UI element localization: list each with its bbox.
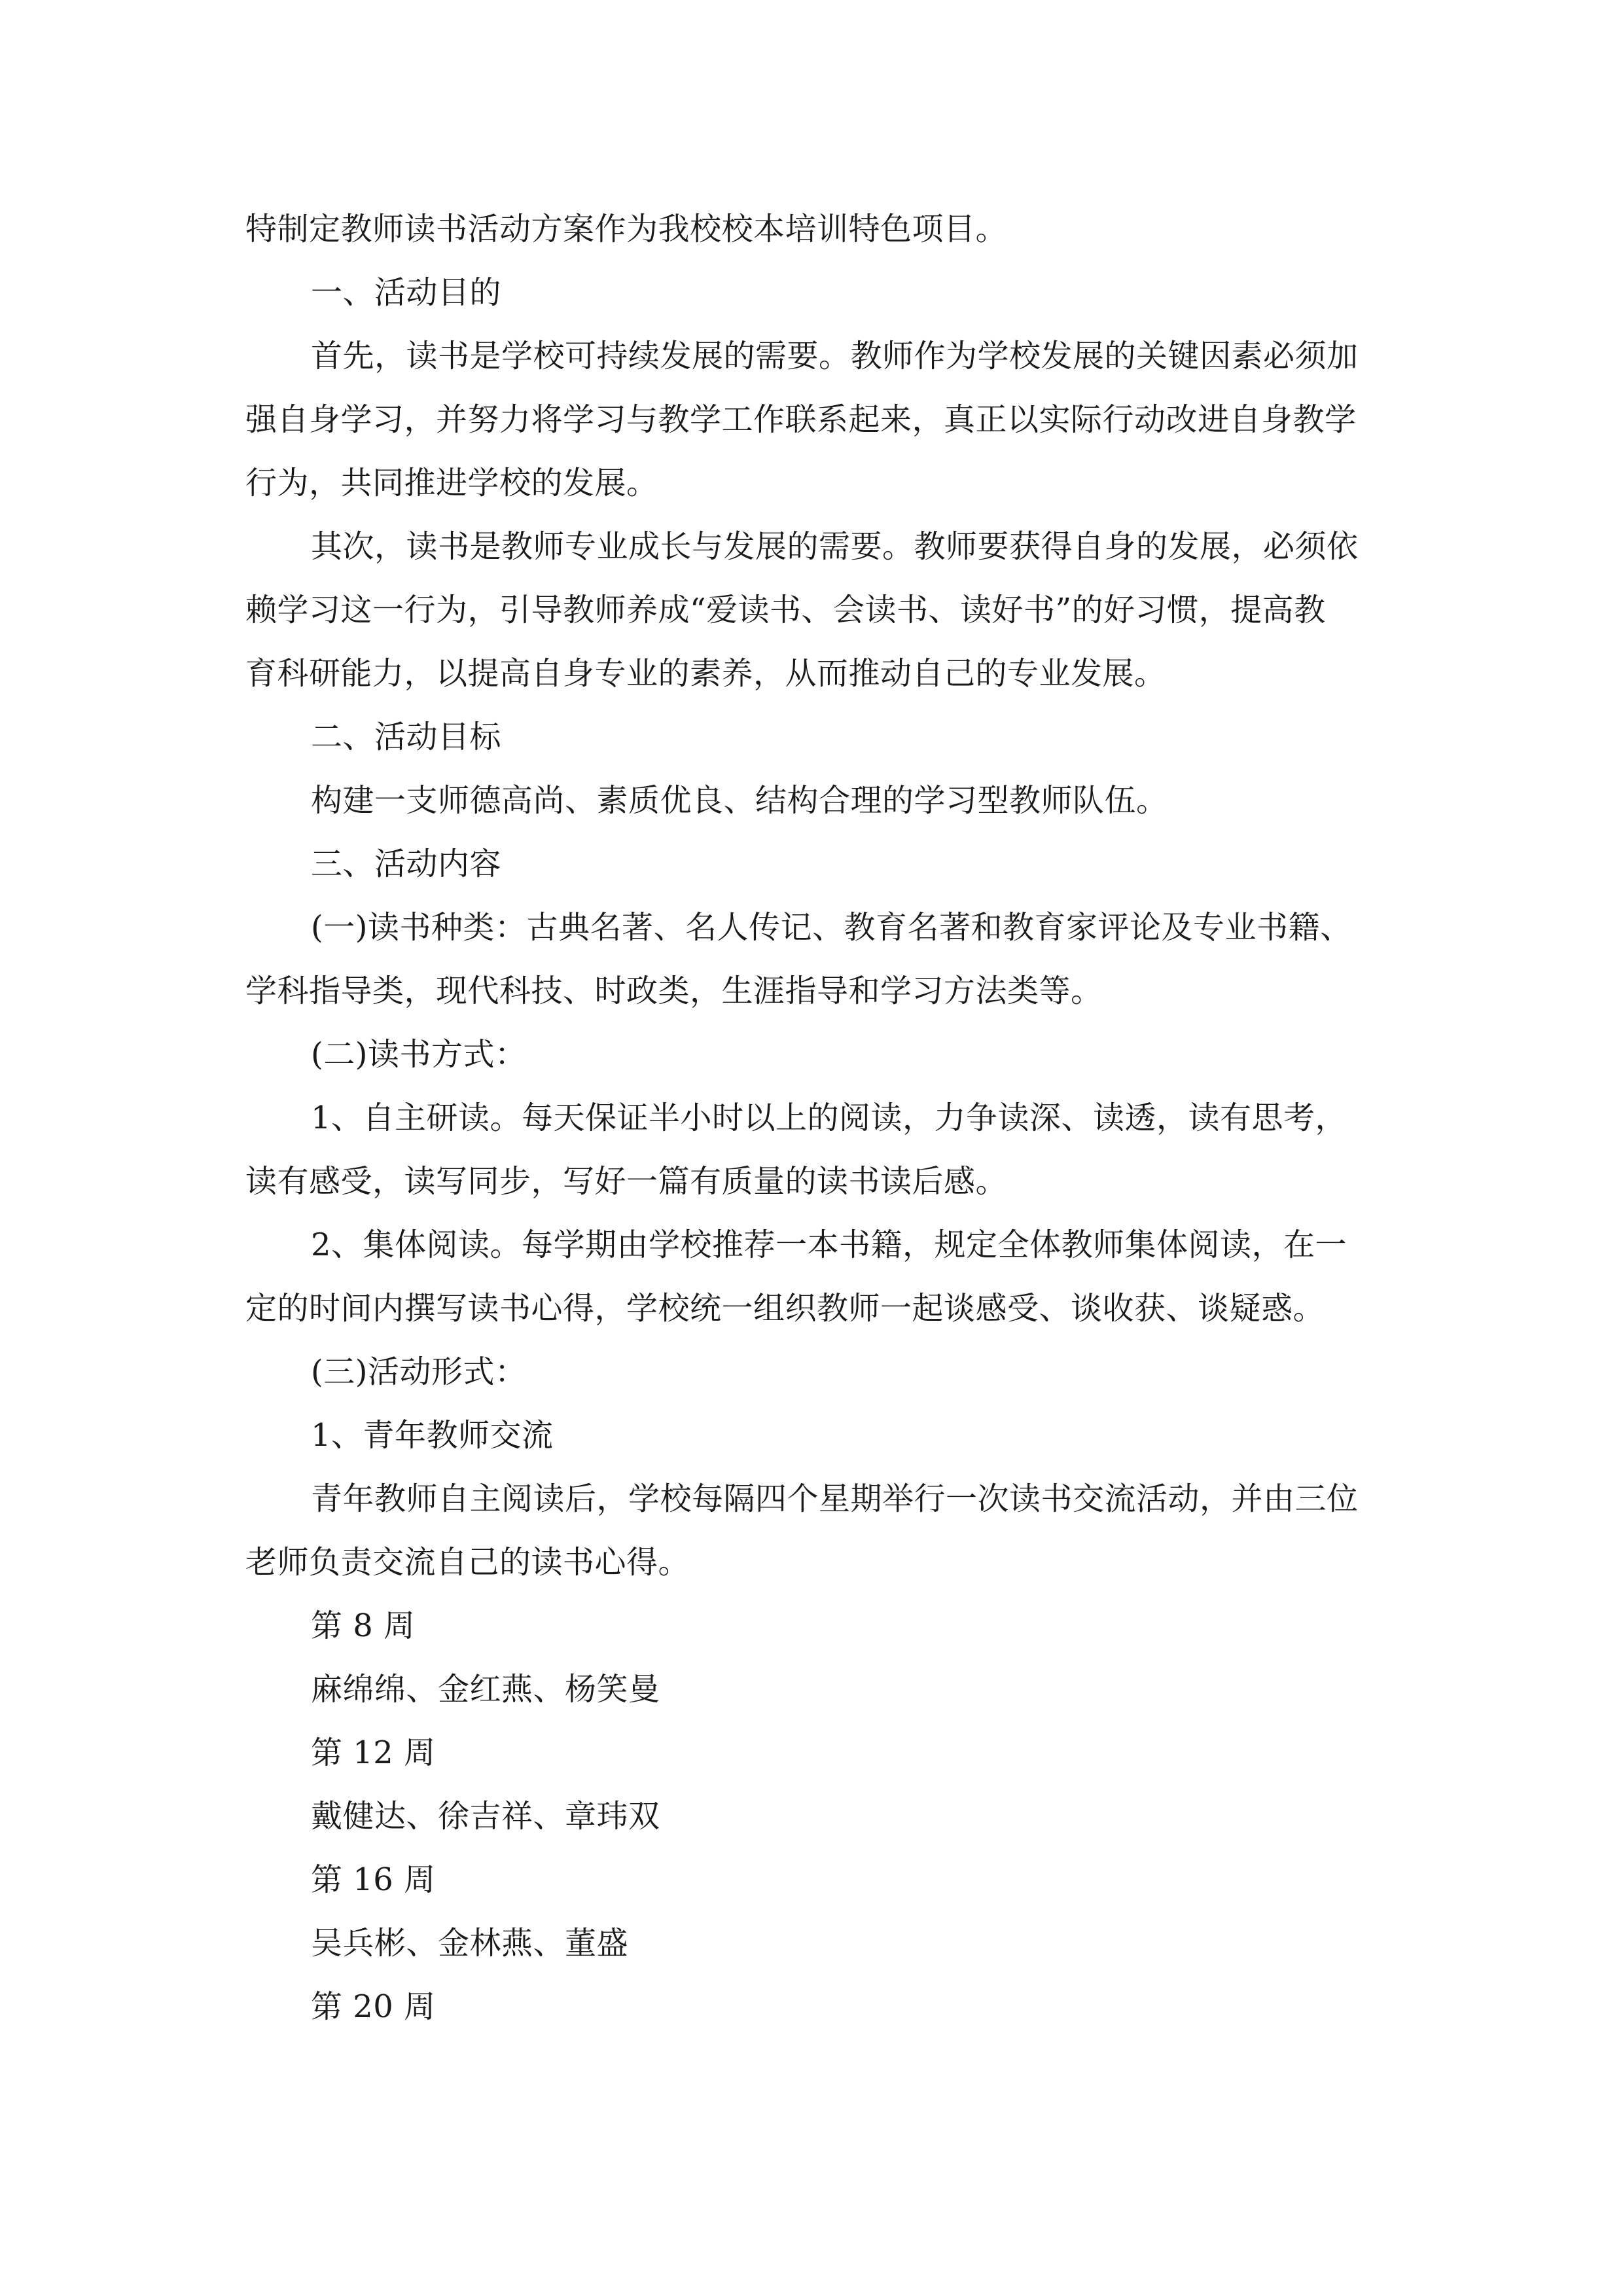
paragraph-line: 定的时间内撰写读书心得，学校统一组织教师一起谈感受、谈收获、谈疑惑。 [245, 1290, 1325, 1327]
paragraph-line: 青年教师自主阅读后，学校每隔四个星期举行一次读书交流活动，并由三位 [311, 1480, 1359, 1517]
paragraph-line: 特制定教师读书活动方案作为我校校本培训特色项目。 [245, 211, 1008, 247]
paragraph-line: 育科研能力，以提高自身专业的素养，从而推动自己的专业发展。 [245, 655, 1166, 692]
paragraph-line: 学科指导类，现代科技、时政类，生涯指导和学习方法类等。 [245, 973, 1103, 1009]
section-heading: 一、活动目的 [311, 274, 502, 311]
paragraph-line: 读有感受，读写同步，写好一篇有质量的读书读后感。 [245, 1163, 1008, 1200]
paragraph-line: (一)读书种类：古典名著、名人传记、教育名著和教育家评论及专业书籍、 [311, 909, 1352, 946]
paragraph-line: 行为，共同推进学校的发展。 [245, 465, 658, 501]
paragraph-line: 1、自主研读。每天保证半小时以上的阅读，力争读深、读透，读有思考， [311, 1100, 1347, 1136]
teacher-names: 戴健达、徐吉祥、章玮双 [311, 1798, 660, 1835]
section-heading: 二、活动目标 [311, 719, 502, 755]
paragraph-line: 老师负责交流自己的读书心得。 [245, 1544, 690, 1581]
week-label: 第 16 周 [311, 1861, 436, 1898]
week-label: 第 20 周 [311, 1988, 436, 2025]
section-heading: 三、活动内容 [311, 846, 502, 882]
paragraph-line: 其次，读书是教师专业成长与发展的需要。教师要获得自身的发展，必须依 [311, 528, 1359, 565]
subsection-heading: (二)读书方式： [311, 1036, 527, 1073]
teacher-names: 吴兵彬、金林燕、董盛 [311, 1925, 629, 1962]
paragraph-line: 2、集体阅读。每学期由学校推荐一本书籍，规定全体教师集体阅读，在一 [311, 1227, 1347, 1263]
paragraph-line: 构建一支师德高尚、素质优良、结构合理的学习型教师队伍。 [311, 782, 1168, 819]
paragraph-line: 赖学习这一行为，引导教师养成“爱读书、会读书、读好书”的好习惯，提高教 [245, 592, 1326, 628]
list-item-heading: 1、青年教师交流 [311, 1417, 554, 1454]
week-label: 第 8 周 [311, 1607, 416, 1644]
subsection-heading: (三)活动形式： [311, 1354, 527, 1390]
paragraph-line: 强自身学习，并努力将学习与教学工作联系起来，真正以实际行动改进自身教学 [245, 401, 1357, 438]
paragraph-line: 首先，读书是学校可持续发展的需要。教师作为学校发展的关键因素必须加 [311, 338, 1359, 374]
teacher-names: 麻绵绵、金红燕、杨笑曼 [311, 1671, 660, 1708]
week-label: 第 12 周 [311, 1734, 436, 1771]
